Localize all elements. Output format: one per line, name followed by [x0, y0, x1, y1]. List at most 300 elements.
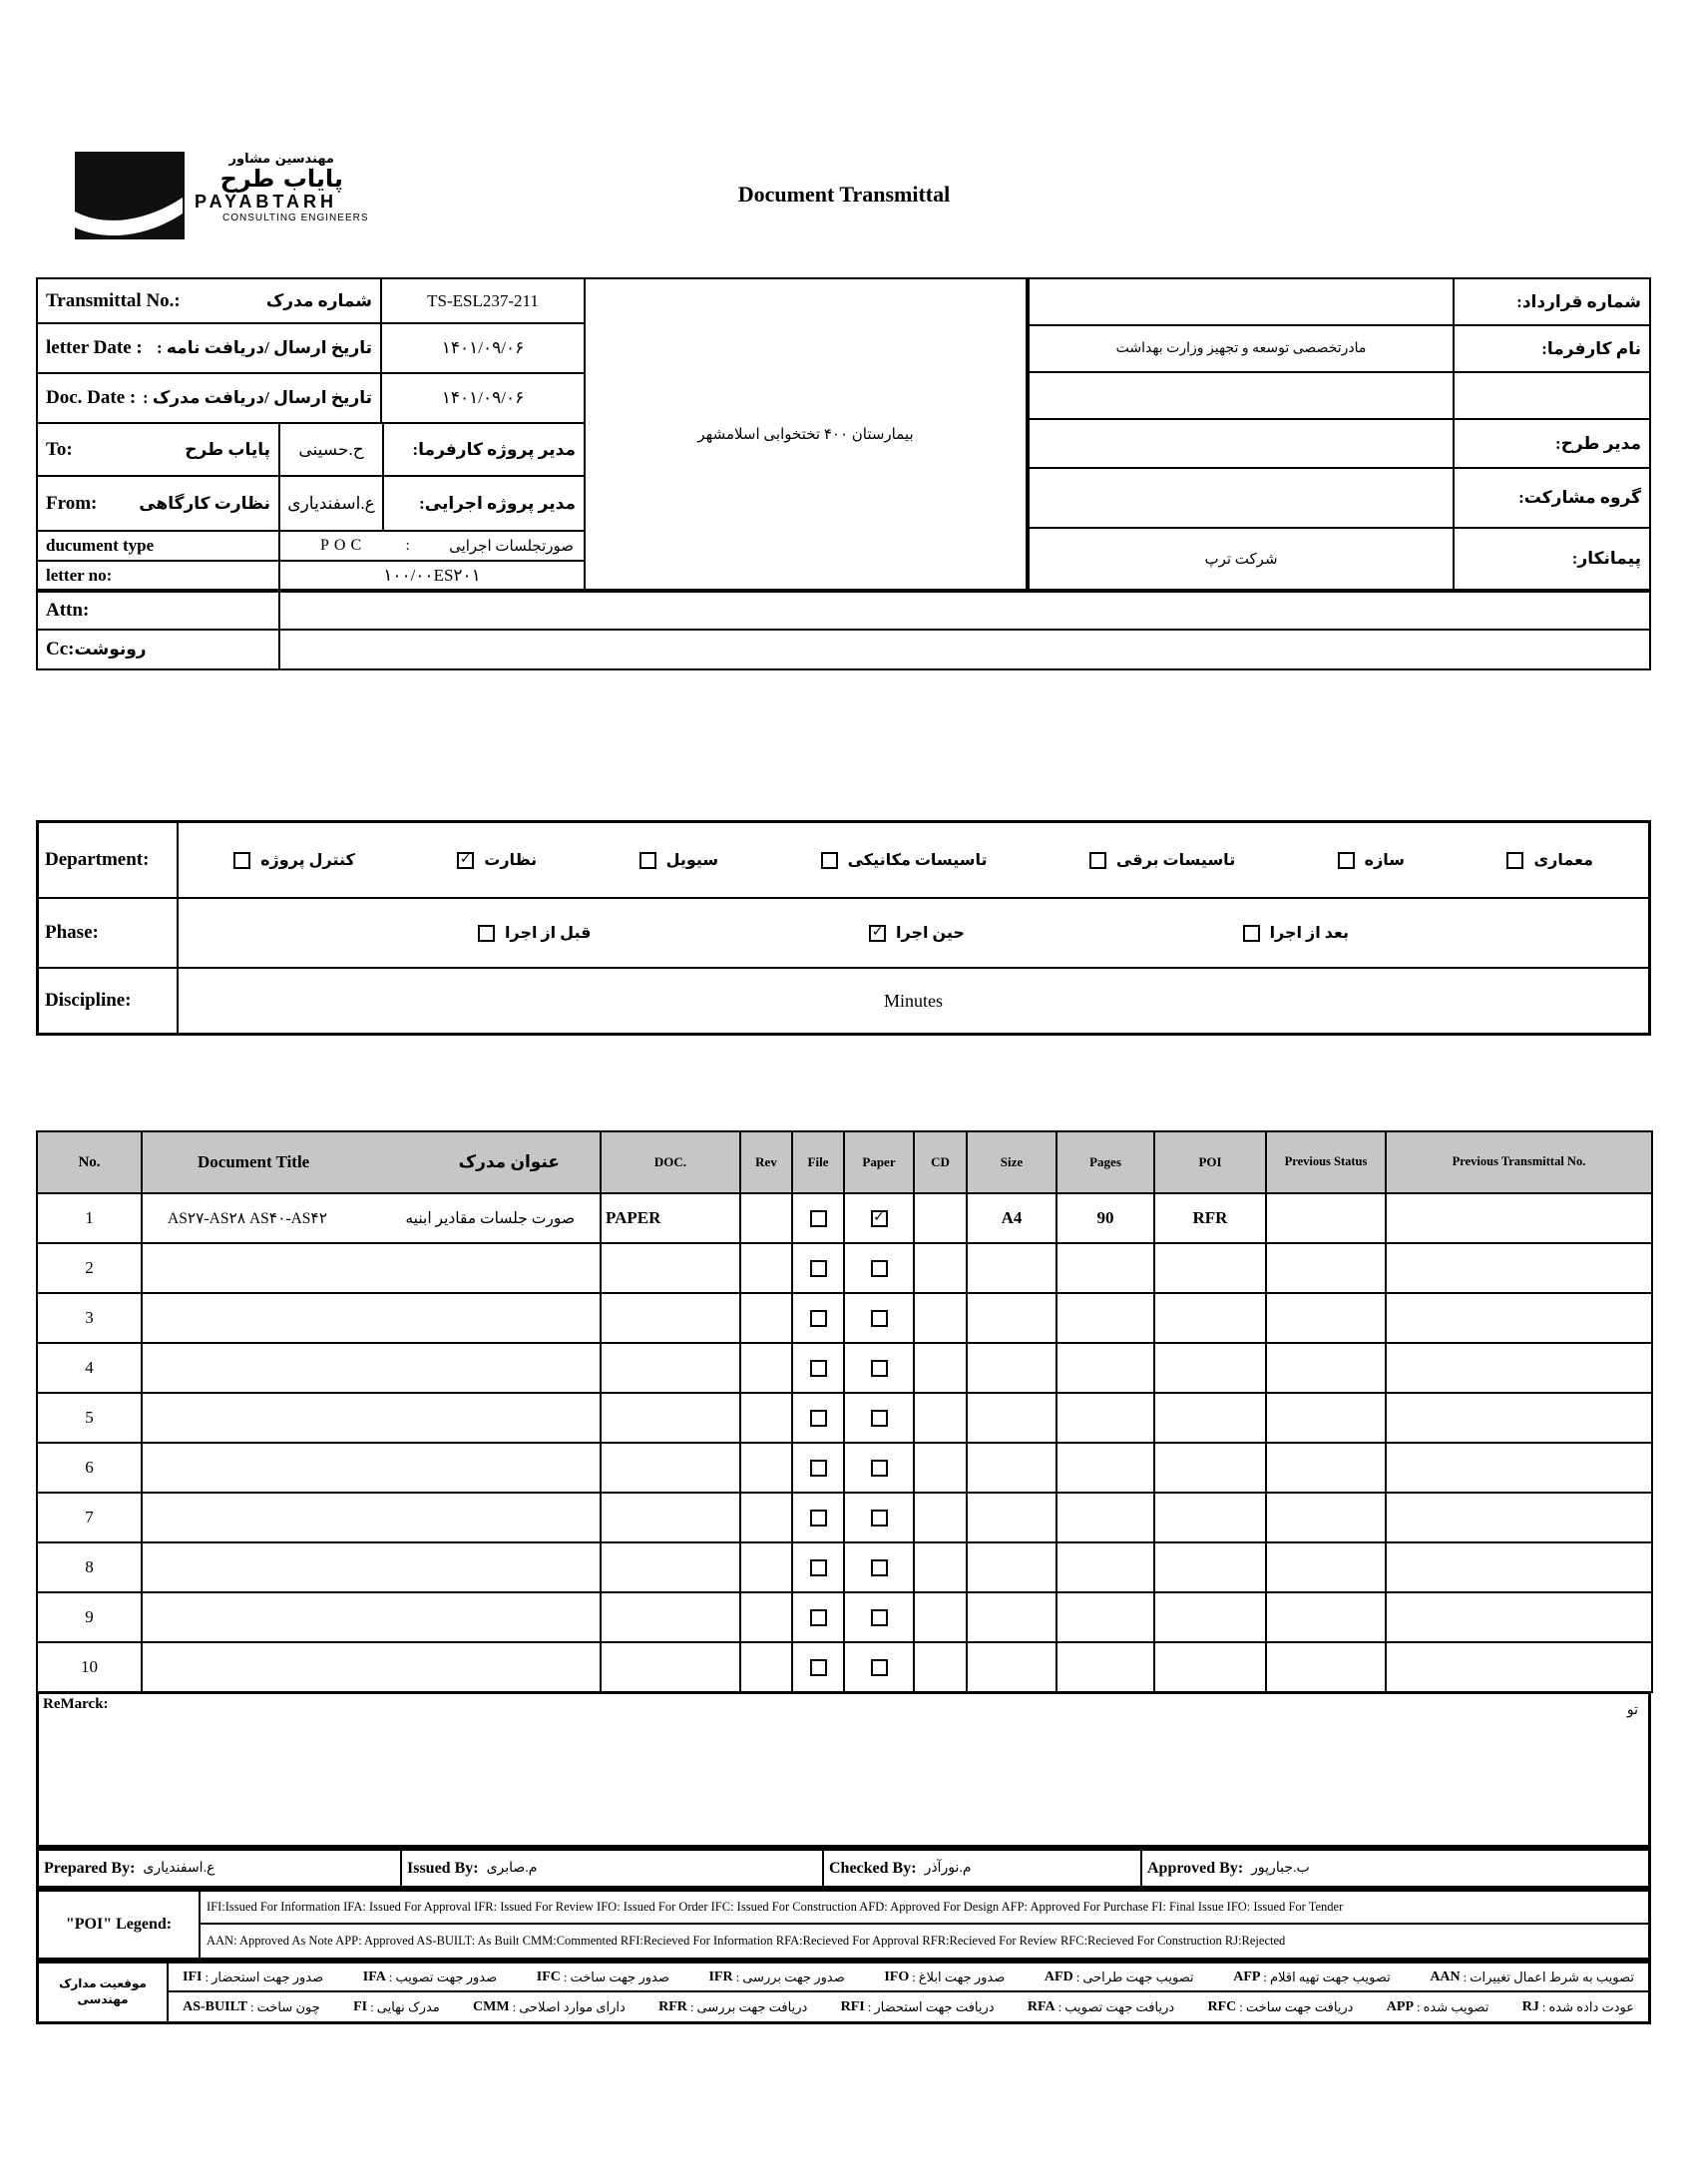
row-pages [1056, 1393, 1154, 1443]
row-size [967, 1493, 1056, 1542]
table-row [37, 1642, 1652, 1692]
dept-option-architecture [1506, 850, 1593, 870]
documents-table [36, 1130, 1653, 1693]
col-prev-status: Previous Status [1266, 1131, 1386, 1193]
row-title [142, 1493, 601, 1542]
legend-item-separator: : [1057, 1998, 1062, 2014]
row-rev [740, 1493, 792, 1542]
row-prev-status [1266, 1193, 1386, 1243]
dept-option-label: معماری [1533, 852, 1593, 869]
row-rev [740, 1243, 792, 1293]
row-poi [1154, 1542, 1266, 1592]
dept-option-label: تاسیسات مکانیکی [847, 852, 988, 869]
legend-item-code: IFO [884, 1968, 910, 1984]
attn-value [278, 591, 1651, 631]
legend-item [1522, 1999, 1634, 2015]
row-file-cell [792, 1243, 844, 1293]
row-pages [1056, 1642, 1154, 1692]
col-file: File [792, 1131, 844, 1193]
checkbox[interactable] [233, 852, 250, 869]
legend-item-fa: صدور جهت ابلاغ [918, 1968, 1006, 1984]
legend-item [363, 1969, 497, 1985]
checkbox[interactable] [639, 852, 656, 869]
row-pages [1056, 1343, 1154, 1393]
col-paper: Paper [844, 1131, 914, 1193]
transmittal-no-label: Transmittal No.: [46, 289, 181, 311]
legend-item-fa: دریافت جهت بررسی [696, 1998, 808, 2014]
legend-item-fa: صدور جهت تصویب [395, 1968, 498, 1984]
phase-option-label: بعد از اجرا [1269, 925, 1349, 942]
legend-item-fa: تصویب شده [1423, 1998, 1489, 2014]
row-rev [740, 1592, 792, 1642]
table-row [37, 1542, 1652, 1592]
checkbox[interactable] [1243, 925, 1260, 942]
doc-table-body [37, 1193, 1652, 1692]
legend-item-separator: : [512, 1998, 517, 2014]
dept-option-supervision [457, 850, 537, 870]
table-row [37, 1293, 1652, 1343]
contractor-label: پیمانکار: [1453, 527, 1651, 591]
contractor-value: شرکت ترپ [1028, 527, 1455, 591]
project-name: بیمارستان ۴۰۰ تختخوابی اسلامشهر [584, 277, 1028, 591]
table-row [37, 1443, 1652, 1493]
row-cd [914, 1293, 967, 1343]
row-prev-status [1266, 1592, 1386, 1642]
legend-item-fa: عودت داده شده [1548, 1998, 1634, 2014]
doc-type-label-cell [36, 530, 280, 562]
legend-item-separator: : [1463, 1968, 1468, 1984]
logo-fa-line2: پایاب طرح [219, 165, 343, 193]
row-pages [1056, 1443, 1154, 1493]
row-cd [914, 1542, 967, 1592]
row-paper-cell [844, 1343, 914, 1393]
row-size [967, 1393, 1056, 1443]
legend-item-code: CMM [473, 1998, 510, 2014]
letter-no-value: ۱۰۰/۰۰ES۲۰۱ [278, 560, 586, 591]
row-no: 3 [37, 1293, 142, 1343]
design-manager-label: مدیر طرح: [1453, 418, 1651, 469]
row-poi [1154, 1642, 1266, 1692]
poi-legend [36, 1889, 1651, 1961]
row-title [142, 1443, 601, 1493]
table-row [37, 1243, 1652, 1293]
col-title-fa: عنوان مدرک [458, 1152, 560, 1171]
row-size [967, 1293, 1056, 1343]
letter-date-label-cell [36, 322, 382, 374]
legend-item [884, 1969, 1005, 1985]
row-no: 2 [37, 1243, 142, 1293]
doc-date-value: ۱۴۰۱/۰۹/۰۶ [380, 372, 586, 424]
attn-label: Attn: [46, 600, 90, 621]
row-file-cell [792, 1193, 844, 1243]
paper-checkbox[interactable] [871, 1510, 888, 1527]
legend-item-separator: : [1075, 1968, 1080, 1984]
from-label-cell [36, 475, 280, 532]
client-name-value: مادرتخصصی توسعه و تجهیز وزارت بهداشت [1028, 324, 1455, 373]
phase-option-after-execution [1243, 923, 1349, 943]
row-rev [740, 1542, 792, 1592]
file-checkbox[interactable] [810, 1360, 827, 1377]
cc-label-fa: رونوشت [74, 640, 147, 658]
row-rev [740, 1642, 792, 1692]
file-checkbox[interactable] [810, 1460, 827, 1477]
poi-legend-line2: AAN: Approved As Note APP: Approved AS-BUILT: As Built CMM:Commented RFI:Recieved For Information RFA:Recieved For Approval RFR:Recieved For Review RFC:Recieved For Construction RJ:Rejected [207, 1934, 1286, 1948]
row-poi [1154, 1443, 1266, 1493]
legend-item-separator: : [1541, 1998, 1546, 2014]
row-no: 8 [37, 1542, 142, 1592]
col-doc: DOC. [601, 1131, 740, 1193]
row-rev [740, 1293, 792, 1343]
issued-by-label: Issued By: [407, 1859, 479, 1877]
row-paper-cell [844, 1542, 914, 1592]
row-title [142, 1393, 601, 1443]
legend-item-separator: : [867, 1998, 872, 2014]
legend-item-fa: صدور جهت استحضار [211, 1968, 324, 1984]
row-paper-cell [844, 1592, 914, 1642]
cc-label-en: Cc: [46, 639, 75, 659]
legend-item [708, 1969, 844, 1985]
dept-option-mechanical [821, 850, 988, 870]
row-title [142, 1592, 601, 1642]
remark-label: ReMarck: [43, 1696, 109, 1712]
row-doc [601, 1393, 740, 1443]
exec-pm-label: مدیر پروژه اجرایی: [382, 475, 586, 532]
row-doc: PAPER [601, 1193, 740, 1243]
row-pages [1056, 1243, 1154, 1293]
col-title-en: Document Title [198, 1152, 310, 1171]
poi-legend-fa-label: موقعیت مدارک مهندسی [39, 1964, 169, 2021]
checkbox[interactable] [821, 852, 838, 869]
row-prev-transmittal [1386, 1343, 1652, 1393]
row-file-cell [792, 1343, 844, 1393]
checkbox[interactable]: ✓ [869, 925, 886, 942]
cc-value [278, 629, 1651, 670]
row-file-cell [792, 1493, 844, 1542]
department-label: Department: [39, 823, 179, 897]
issued-by-name: م.صابری [486, 1861, 538, 1876]
paper-checkbox[interactable] [871, 1410, 888, 1427]
checked-by-label: Checked By: [829, 1859, 917, 1877]
paper-checkbox[interactable] [871, 1260, 888, 1277]
doc-date-label-cell [36, 372, 382, 424]
from-label: From: [46, 492, 98, 514]
approved-by-name: ب.جبارپور [1251, 1861, 1310, 1876]
legend-item-code: RFC [1207, 1998, 1237, 2014]
table-row [37, 1393, 1652, 1443]
row-no: 4 [37, 1343, 142, 1393]
checkbox[interactable] [1506, 852, 1523, 869]
legend-item-separator: : [735, 1968, 740, 1984]
row-pages [1056, 1293, 1154, 1343]
legend-item-code: IFA [362, 1968, 386, 1984]
remark-stamp-fa: تو [1626, 1703, 1638, 1718]
row-no: 9 [37, 1592, 142, 1642]
legend-item-separator: : [1263, 1968, 1268, 1984]
poi-legend-line1: IFI:Issued For Information IFA: Issued For Approval IFR: Issued For Review IFO: Issued For Order IFC: Issued For Construction AFD: Approved For Design AFP: Approved For Purchase FI: Final Issue IFO: Issued For Tender [201, 1892, 1648, 1925]
file-checkbox[interactable] [810, 1260, 827, 1277]
row-prev-transmittal [1386, 1642, 1652, 1692]
row-cd [914, 1592, 967, 1642]
row-title [142, 1293, 601, 1343]
poi-legend-label: "POI" Legend: [39, 1892, 201, 1958]
contract-no-label: شماره قرارداد: [1453, 277, 1651, 326]
row-file-cell [792, 1642, 844, 1692]
doc-type-label: ducument type [46, 536, 155, 555]
dept-option-civil [639, 850, 719, 870]
row-size [967, 1343, 1056, 1393]
legend-item-code: RFR [658, 1998, 687, 2014]
row-rev [740, 1193, 792, 1243]
legend-item [1387, 1999, 1489, 2015]
row-prev-status [1266, 1293, 1386, 1343]
doc-type-value-cell [278, 530, 586, 562]
row-cd [914, 1243, 967, 1293]
row-doc [601, 1293, 740, 1343]
row-paper-cell [844, 1443, 914, 1493]
row-title [142, 1642, 601, 1692]
to-person: ح.حسینی [278, 422, 384, 477]
row-file-cell [792, 1542, 844, 1592]
row-no: 1 [37, 1193, 142, 1243]
legend-item-fa: صدور جهت ساخت [570, 1968, 669, 1984]
from-person: ع.اسفندیاری [278, 475, 384, 532]
row-title-codes: AS۲۷-AS۲۸ AS۴۰-AS۴۲ [168, 1209, 328, 1227]
checkbox[interactable]: ✓ [457, 852, 474, 869]
paper-checkbox[interactable] [871, 1310, 888, 1327]
legend-item-code: IFC [536, 1968, 561, 1984]
file-checkbox[interactable] [810, 1659, 827, 1676]
row-doc [601, 1592, 740, 1642]
file-checkbox[interactable] [810, 1410, 827, 1427]
legend-item-fa: دریافت جهت ساخت [1245, 1998, 1354, 2014]
legend-item-separator: : [563, 1968, 568, 1984]
row-prev-transmittal [1386, 1293, 1652, 1343]
col-prev-transmittal: Previous Transmittal No. [1386, 1131, 1652, 1193]
col-pages: Pages [1056, 1131, 1154, 1193]
row-file-cell [792, 1293, 844, 1343]
legend-item [473, 1999, 626, 2015]
paper-checkbox[interactable] [871, 1659, 888, 1676]
row-poi [1154, 1493, 1266, 1542]
row-paper-cell [844, 1193, 914, 1243]
legend-item-code: AS-BUILT [183, 1998, 247, 2014]
row-poi [1154, 1592, 1266, 1642]
legend-item-separator: : [205, 1968, 210, 1984]
legend-item [841, 1999, 995, 2015]
row-cd [914, 1343, 967, 1393]
phase-option-label: قبل از اجرا [505, 925, 592, 942]
row-prev-status [1266, 1343, 1386, 1393]
col-title [142, 1131, 601, 1193]
row-prev-status [1266, 1542, 1386, 1592]
phase-option-during-execution [869, 923, 965, 943]
row-no: 7 [37, 1493, 142, 1542]
row-file-cell [792, 1592, 844, 1642]
row-prev-status [1266, 1393, 1386, 1443]
poi-legend-fa [36, 1961, 1651, 2024]
file-checkbox[interactable] [810, 1559, 827, 1576]
row-poi [1154, 1343, 1266, 1393]
phase-label: Phase: [39, 899, 179, 967]
checkbox[interactable] [1089, 852, 1106, 869]
prepared-by-label: Prepared By: [44, 1859, 136, 1877]
right-empty-label [1453, 371, 1651, 420]
row-title-fa: صورت جلسات مقادیر ابنیه [405, 1209, 575, 1227]
cc-label-cell [36, 629, 280, 670]
row-prev-status [1266, 1243, 1386, 1293]
letter-date-label-fa: تاریخ ارسال /دریافت نامه : [156, 338, 372, 357]
legend-item [183, 1999, 320, 2015]
row-pages: 90 [1056, 1193, 1154, 1243]
legend-item-code: AFP [1233, 1968, 1261, 1984]
phase-option-before-execution [478, 923, 591, 943]
logo-company-name: PAYABTARH [195, 192, 338, 213]
legend-item-fa: دارای موارد اصلاحی [519, 1998, 626, 2014]
jv-group-value [1028, 467, 1455, 529]
discipline-label: Discipline: [39, 969, 179, 1033]
paper-checkbox[interactable] [871, 1360, 888, 1377]
logo-fa-line1: مهندسین مشاور [228, 152, 334, 167]
col-size: Size [967, 1131, 1056, 1193]
row-prev-status [1266, 1493, 1386, 1542]
file-checkbox[interactable] [810, 1310, 827, 1327]
dept-option-label: تاسیسات برقی [1115, 852, 1236, 869]
letter-date-label: letter Date : [46, 337, 143, 358]
row-doc [601, 1343, 740, 1393]
legend-item-code: APP [1386, 1998, 1414, 2014]
legend-item-fa: صدور جهت بررسی [742, 1968, 845, 1984]
col-no: No. [37, 1131, 142, 1193]
legend-item-code: RFA [1027, 1998, 1055, 2014]
row-cd [914, 1642, 967, 1692]
dept-option-project-control [233, 850, 355, 870]
phase-option-label: حین اجرا [896, 925, 965, 942]
row-pages [1056, 1592, 1154, 1642]
design-manager-value [1028, 418, 1455, 469]
row-prev-transmittal [1386, 1393, 1652, 1443]
table-row [37, 1193, 1652, 1243]
legend-item-code: AFD [1044, 1968, 1073, 1984]
page-title: Document Transmittal [737, 182, 951, 207]
file-checkbox[interactable] [810, 1609, 827, 1626]
row-title [142, 1343, 601, 1393]
legend-item [183, 1969, 323, 1985]
paper-checkbox[interactable] [871, 1609, 888, 1626]
legend-item-separator: : [1239, 1998, 1243, 2014]
from-value-fa: نظارت کارگاهی [139, 493, 270, 513]
row-rev [740, 1443, 792, 1493]
prepared-by-name: ع.اسفندیاری [143, 1861, 215, 1876]
legend-item-code: FI [353, 1998, 368, 2014]
row-size [967, 1243, 1056, 1293]
row-no: 5 [37, 1393, 142, 1443]
row-title [142, 1542, 601, 1592]
paper-checkbox[interactable] [871, 1559, 888, 1576]
poi-legend-fa-line2 [169, 1992, 1648, 2021]
jv-group-label: گروه مشارکت: [1453, 467, 1651, 529]
paper-checkbox[interactable]: ✓ [871, 1210, 888, 1227]
prepared-by-cell [39, 1851, 402, 1886]
legend-item [1028, 1999, 1174, 2015]
poi-legend-fa-line1 [169, 1964, 1648, 1992]
doc-date-label: Doc. Date : [46, 387, 137, 408]
legend-item [1045, 1969, 1194, 1985]
checked-by-cell [824, 1851, 1142, 1886]
row-prev-transmittal [1386, 1542, 1652, 1592]
legend-item-code: RJ [1521, 1998, 1539, 2014]
row-paper-cell [844, 1243, 914, 1293]
row-cd [914, 1393, 967, 1443]
remark-box [36, 1691, 1651, 1848]
row-prev-status [1266, 1443, 1386, 1493]
discipline-value: Minutes [883, 990, 943, 1011]
legend-item [537, 1969, 669, 1985]
row-paper-cell [844, 1393, 914, 1443]
transmittal-no-label-fa: شماره مدرک [265, 290, 372, 310]
paper-checkbox[interactable] [871, 1460, 888, 1477]
table-row [37, 1493, 1652, 1542]
file-checkbox[interactable] [810, 1210, 827, 1227]
legend-item-code: IFI [183, 1968, 203, 1984]
documents-table-header [37, 1131, 1652, 1193]
dept-option-label: سیویل [665, 852, 719, 869]
dept-option-label: سازه [1364, 852, 1406, 869]
contract-no-value [1028, 277, 1455, 326]
row-rev [740, 1343, 792, 1393]
right-empty-value [1028, 371, 1455, 420]
row-no: 10 [37, 1642, 142, 1692]
col-rev: Rev [740, 1131, 792, 1193]
client-pm-label: مدیر پروژه کارفرما: [382, 422, 586, 477]
doc-type-value-fa: صورتجلسات اجرایی [449, 538, 574, 555]
department-row [39, 823, 1648, 899]
phase-options [179, 899, 1648, 967]
table-row [37, 1592, 1652, 1642]
legend-item [658, 1999, 807, 2015]
row-title [142, 1243, 601, 1293]
dept-option-label: نظارت [484, 852, 538, 869]
transmittal-no-value: TS-ESL237-211 [380, 277, 586, 324]
file-checkbox[interactable] [810, 1510, 827, 1527]
to-label: To: [46, 438, 73, 460]
attn-label-cell [36, 591, 280, 631]
dept-option-electrical [1089, 850, 1235, 870]
row-doc [601, 1443, 740, 1493]
row-paper-cell [844, 1293, 914, 1343]
row-cd [914, 1493, 967, 1542]
legend-item-separator: : [912, 1968, 916, 1984]
legend-item-code: AAN [1430, 1968, 1461, 1984]
legend-item-separator: : [689, 1998, 694, 2014]
letter-no-label-cell [36, 560, 280, 591]
discipline-row [39, 969, 1648, 1033]
checked-by-name: م.نورآذر [924, 1861, 972, 1876]
department-options [179, 823, 1648, 897]
legend-item-fa: تصویب جهت تهیه اقلام [1270, 1968, 1391, 1984]
letter-date-value: ۱۴۰۱/۰۹/۰۶ [380, 322, 586, 374]
row-cd [914, 1193, 967, 1243]
legend-item-separator: : [1417, 1998, 1421, 2014]
checkbox[interactable] [1338, 852, 1355, 869]
checkbox[interactable] [478, 925, 495, 942]
approved-by-label: Approved By: [1147, 1859, 1244, 1877]
table-row [37, 1343, 1652, 1393]
row-doc [601, 1243, 740, 1293]
legend-item-code: RFI [840, 1998, 865, 2014]
row-pages [1056, 1542, 1154, 1592]
row-file-cell [792, 1393, 844, 1443]
signature-row [36, 1848, 1651, 1889]
